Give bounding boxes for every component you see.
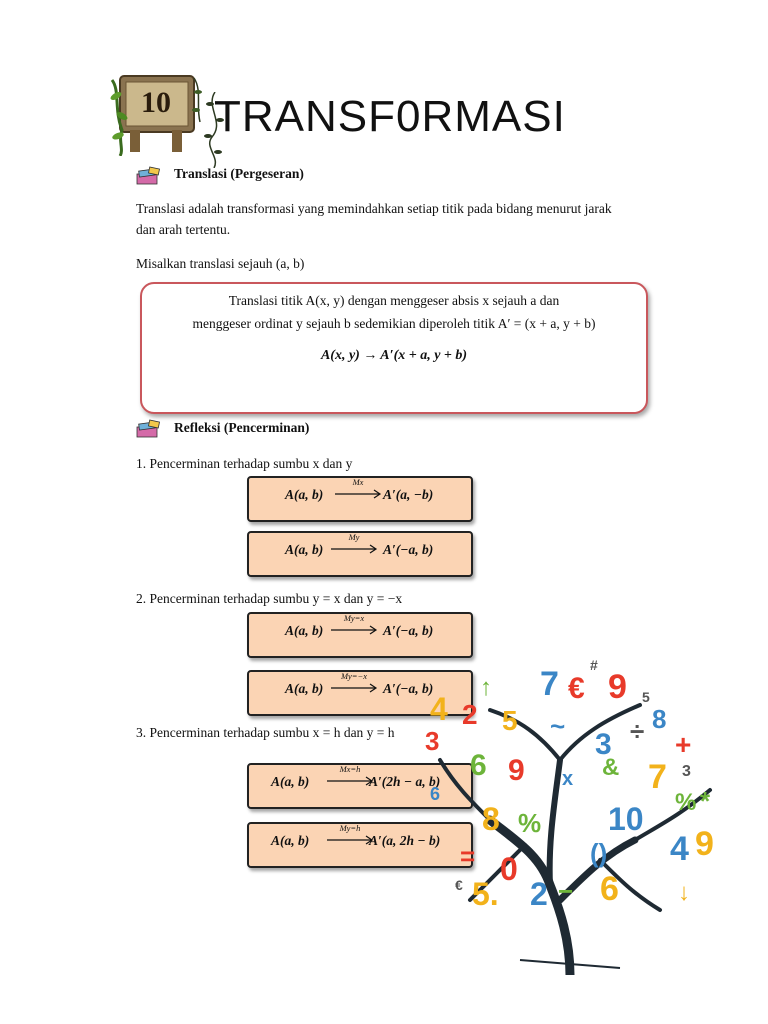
- svg-text:(): (): [590, 838, 608, 868]
- svg-text:10: 10: [608, 801, 644, 837]
- svg-text:6: 6: [430, 784, 441, 804]
- page-title: TRANSF0RMASI: [214, 92, 566, 141]
- formula-lhs: A(a, b): [271, 833, 310, 848]
- box-line-2: menggeser ordinat y sejauh b sedemikian diperoleh titik A′ = (x + a, y + b): [192, 316, 596, 331]
- translation-formula: A(x, y) → A′(x + a, y + b): [320, 348, 468, 363]
- refleksi-item-3: 3. Pencerminan terhadap sumbu x = h dan y = h: [136, 725, 395, 740]
- arrow-right-icon: [325, 767, 375, 789]
- svg-text:4: 4: [430, 691, 448, 727]
- svg-text:7: 7: [648, 758, 667, 796]
- svg-text:5: 5: [642, 689, 650, 705]
- translasi-definition-line2: dan arah tertentu.: [136, 222, 231, 237]
- svg-text:=: =: [460, 841, 476, 871]
- formula-operator: Mx=h: [339, 764, 361, 774]
- books-icon: [135, 419, 161, 439]
- svg-text:7: 7: [540, 665, 559, 703]
- svg-text:6: 6: [600, 870, 619, 908]
- translation-definition-box: [140, 282, 648, 414]
- svg-text:6: 6: [470, 749, 487, 782]
- svg-text:↑: ↑: [480, 674, 492, 701]
- svg-text:8: 8: [652, 704, 667, 734]
- svg-text:0: 0: [500, 851, 518, 887]
- svg-text:#: #: [590, 657, 598, 673]
- number-tree-illustration: [420, 650, 740, 975]
- section-title-translasi: Translasi (Pergeseran): [174, 166, 304, 181]
- translasi-definition-line1: Translasi adalah transformasi yang memindahkan setiap titik pada bidang menurut jarak: [136, 201, 612, 216]
- svg-text:9: 9: [695, 825, 714, 863]
- svg-text:9: 9: [508, 754, 525, 787]
- svg-text:3: 3: [682, 763, 691, 780]
- formula-operator: Mx: [352, 477, 364, 487]
- svg-text:*: *: [700, 786, 711, 816]
- formula-operator: My: [348, 532, 360, 542]
- svg-text:€: €: [455, 877, 463, 893]
- formula-rhs: A′(a, 2h − b): [369, 833, 441, 848]
- books-icon: [135, 166, 161, 186]
- formula-box-my: [247, 531, 473, 577]
- formula-lhs: A(a, b): [271, 774, 310, 789]
- arrow-right-icon: [329, 535, 379, 557]
- formula-rhs: A′(−a, b): [383, 623, 434, 638]
- section-title-refleksi: Refleksi (Pencerminan): [174, 420, 310, 435]
- arrow-right-icon: [329, 616, 379, 638]
- svg-text:+: +: [675, 729, 692, 760]
- svg-text:2: 2: [530, 876, 548, 912]
- svg-text:%: %: [518, 808, 542, 838]
- svg-text:&: &: [602, 754, 620, 781]
- svg-text:x: x: [562, 768, 574, 790]
- formula-rhs: A′(−a, b): [383, 681, 434, 696]
- formula-operator: My=x: [343, 613, 365, 623]
- svg-text:9: 9: [608, 668, 627, 706]
- arrow-right-icon: [325, 826, 375, 848]
- formula-lhs: A(a, b): [285, 542, 324, 557]
- svg-text:€: €: [568, 672, 585, 705]
- formula-rhs: A′(2h − a, b): [369, 774, 441, 789]
- arrow-right-icon: [329, 674, 379, 696]
- chapter-number: 10: [141, 86, 171, 119]
- formula-box-mx: [247, 476, 473, 522]
- svg-text:3: 3: [425, 726, 440, 756]
- svg-text:8: 8: [482, 801, 500, 837]
- svg-text:5.: 5.: [472, 876, 499, 912]
- svg-text:4: 4: [670, 830, 689, 868]
- svg-text:÷: ÷: [630, 716, 645, 746]
- svg-text:−: −: [558, 876, 574, 906]
- svg-text:~: ~: [550, 711, 566, 741]
- formula-rhs: A′(−a, b): [383, 542, 434, 557]
- refleksi-item-2: 2. Pencerminan terhadap sumbu y = x dan y = −x: [136, 591, 403, 606]
- translasi-example-intro: Misalkan translasi sejauh (a, b): [136, 256, 305, 271]
- box-line-1: Translasi titik A(x, y) dengan menggeser absis x sejauh a dan: [228, 293, 560, 308]
- svg-text:5: 5: [502, 705, 518, 736]
- formula-lhs: A(a, b): [285, 623, 324, 638]
- svg-text:%: %: [675, 789, 697, 816]
- svg-text:↓: ↓: [678, 879, 690, 906]
- formula-lhs: A(a, b): [285, 681, 324, 696]
- formula-operator: My=−x: [340, 671, 368, 681]
- svg-text:3: 3: [595, 728, 612, 761]
- formula-operator: My=h: [339, 823, 361, 833]
- arrow-right-icon: [333, 480, 383, 502]
- formula-lhs: A(a, b): [285, 487, 324, 502]
- formula-rhs: A′(a, −b): [383, 487, 434, 502]
- svg-text:2: 2: [462, 699, 478, 730]
- refleksi-item-1: 1. Pencerminan terhadap sumbu x dan y: [136, 456, 353, 471]
